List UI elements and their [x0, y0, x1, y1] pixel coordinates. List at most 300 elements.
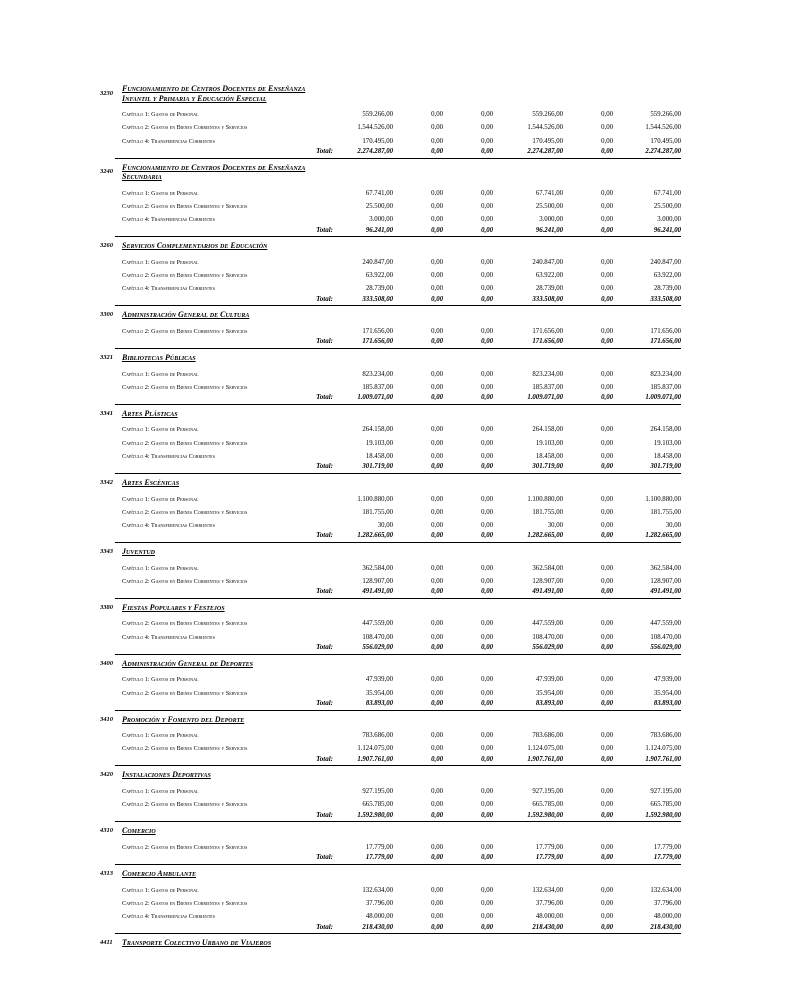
program-title: Servicios Complementarios de Educación: [122, 241, 268, 251]
budget-section: [100, 770, 681, 822]
section-divider-line: [115, 404, 681, 405]
total-amount-cell: 0,00: [601, 338, 613, 346]
amount-cell: 264.158,00: [650, 426, 681, 434]
total-amount-cell: 2.274.287,00: [357, 148, 393, 156]
total-row: [122, 460, 681, 471]
chapter-row: [122, 266, 681, 279]
section-rows: [100, 322, 681, 349]
chapter-row: [122, 880, 681, 893]
chapter-label: Capítulo 2: Gastos en Bienes Corrientes y Servicios: [122, 843, 248, 851]
amount-cell: 17.779,00: [535, 843, 563, 851]
amount-cell: 67.741,00: [653, 189, 681, 197]
amount-cell: 0,00: [601, 899, 613, 907]
total-label: Total:: [316, 587, 333, 596]
total-row: [122, 641, 681, 652]
program-code: 3343: [100, 547, 113, 555]
amount-cell: 181.755,00: [362, 508, 393, 516]
amount-cell: 0,00: [431, 452, 443, 460]
total-label: Total:: [316, 147, 333, 156]
amount-cell: 0,00: [431, 886, 443, 894]
amount-cell: 47.939,00: [535, 676, 563, 684]
amount-cell: 0,00: [481, 689, 493, 697]
total-amount-cell: 0,00: [601, 588, 613, 596]
amount-cell: 185.837,00: [362, 383, 393, 391]
budget-section: [100, 478, 681, 543]
section-header: [100, 715, 681, 725]
section-divider-line: [115, 348, 681, 349]
chapter-row: [122, 364, 681, 377]
amount-cell: 0,00: [481, 327, 493, 335]
amount-cell: 63.922,00: [535, 272, 563, 279]
chapter-row: [122, 118, 681, 131]
amount-cell: 0,00: [481, 620, 493, 628]
program-code: 3400: [100, 659, 113, 667]
section-header: [100, 826, 681, 836]
amount-cell: 0,00: [601, 439, 613, 447]
amount-cell: 264.158,00: [362, 426, 393, 434]
amount-cell: 0,00: [481, 383, 493, 391]
total-row: [122, 335, 681, 346]
chapter-row: [122, 838, 681, 851]
section-header: [100, 869, 681, 879]
section-rows: [100, 558, 681, 598]
section-header: [100, 409, 681, 419]
amount-cell: 37.796,00: [535, 899, 563, 907]
amount-cell: 128.907,00: [362, 577, 393, 585]
amount-cell: 0,00: [601, 633, 613, 641]
amount-cell: 35.954,00: [653, 689, 681, 697]
amount-cell: 47.939,00: [365, 676, 393, 684]
amount-cell: 0,00: [601, 843, 613, 851]
amount-cell: 0,00: [431, 327, 443, 335]
amount-cell: 0,00: [601, 801, 613, 809]
section-header: [100, 478, 681, 488]
amount-cell: 0,00: [601, 577, 613, 585]
chapter-label: Capítulo 4: Transferencias Corrientes: [122, 216, 215, 224]
total-row: [122, 920, 681, 931]
section-rows: [100, 420, 681, 474]
chapter-label: Capítulo 2: Gastos en Bienes Corrientes y Servicios: [122, 124, 248, 132]
amount-cell: 447.559,00: [650, 620, 681, 628]
chapter-row: [122, 131, 681, 144]
total-amount-cell: 2.274.287,00: [527, 148, 563, 156]
section-divider-line: [115, 710, 681, 711]
amount-cell: 0,00: [481, 258, 493, 266]
chapter-row: [122, 726, 681, 739]
amount-cell: 0,00: [431, 676, 443, 684]
total-amount-cell: 0,00: [601, 811, 613, 819]
amount-cell: 0,00: [431, 202, 443, 210]
total-row: [122, 808, 681, 819]
total-row: [122, 851, 681, 862]
amount-cell: 0,00: [481, 564, 493, 572]
amount-cell: 0,00: [481, 913, 493, 920]
amount-cell: 0,00: [601, 745, 613, 753]
total-label: Total:: [316, 337, 333, 346]
total-amount-cell: 0,00: [601, 148, 613, 156]
chapter-label: Capítulo 2: Gastos en Bienes Corrientes y Servicios: [122, 508, 248, 516]
total-amount-cell: 17.779,00: [653, 854, 681, 862]
chapter-row: [122, 795, 681, 808]
amount-cell: 559.266,00: [532, 111, 563, 119]
chapter-label: Capítulo 1: Gastos de Personal: [122, 189, 199, 197]
total-amount-cell: 83.893,00: [535, 700, 563, 707]
total-amount-cell: 301.719,00: [650, 463, 681, 471]
total-amount-cell: 0,00: [431, 923, 443, 931]
amount-cell: 0,00: [481, 124, 493, 132]
amount-cell: 18.458,00: [653, 452, 681, 460]
amount-cell: 559.266,00: [650, 111, 681, 119]
total-amount-cell: 171.656,00: [532, 338, 563, 346]
amount-cell: 17.779,00: [365, 843, 393, 851]
program-title: Juventud: [122, 546, 156, 556]
amount-cell: 30,00: [665, 521, 681, 529]
amount-cell: 0,00: [601, 913, 613, 920]
chapter-row: [122, 627, 681, 640]
total-amount-cell: 0,00: [481, 811, 493, 819]
total-amount-cell: 0,00: [431, 463, 443, 471]
chapter-label: Capítulo 1: Gastos de Personal: [122, 111, 199, 119]
amount-cell: 0,00: [481, 676, 493, 684]
amount-cell: 47.939,00: [653, 676, 681, 684]
program-title: Instalaciones Deportivas: [122, 770, 211, 780]
amount-cell: 0,00: [601, 137, 613, 145]
amount-cell: 0,00: [431, 564, 443, 572]
amount-cell: 1.124.075,00: [645, 745, 681, 753]
program-title: Artes Escénicas: [122, 477, 180, 487]
amount-cell: 0,00: [431, 745, 443, 753]
amount-cell: 0,00: [481, 633, 493, 641]
chapter-label: Capítulo 2: Gastos en Bienes Corrientes y Servicios: [122, 272, 248, 279]
amount-cell: 18.458,00: [365, 452, 393, 460]
total-amount-cell: 1.592.980,00: [527, 811, 563, 819]
total-amount-cell: 556.029,00: [650, 644, 681, 652]
total-amount-cell: 1.907.761,00: [357, 755, 393, 763]
amount-cell: 1.544.526,00: [527, 124, 563, 132]
program-title: Comercio: [122, 826, 156, 836]
amount-cell: 665.785,00: [532, 801, 563, 809]
total-amount-cell: 491.491,00: [650, 588, 681, 596]
chapter-label: Capítulo 2: Gastos en Bienes Corrientes y Servicios: [122, 620, 248, 628]
amount-cell: 0,00: [601, 564, 613, 572]
amount-cell: 108.470,00: [532, 633, 563, 641]
budget-section: [100, 163, 681, 238]
amount-cell: 0,00: [431, 495, 443, 503]
chapter-label: Capítulo 1: Gastos de Personal: [122, 788, 199, 796]
chapter-label: Capítulo 2: Gastos en Bienes Corrientes y Servicios: [122, 439, 248, 447]
chapter-row: [122, 378, 681, 391]
amount-cell: 0,00: [601, 383, 613, 391]
section-rows: [100, 489, 681, 543]
amount-cell: 0,00: [601, 370, 613, 378]
total-amount-cell: 96.241,00: [535, 226, 563, 234]
section-rows: [100, 184, 681, 238]
amount-cell: 0,00: [431, 620, 443, 628]
total-label: Total:: [316, 699, 333, 707]
section-header: [100, 84, 681, 103]
chapter-label: Capítulo 4: Transferencias Corrientes: [122, 285, 215, 293]
amount-cell: 25.500,00: [365, 202, 393, 210]
chapter-row: [122, 420, 681, 433]
section-header: [100, 547, 681, 557]
total-amount-cell: 1.907.761,00: [527, 755, 563, 763]
budget-section: [100, 310, 681, 349]
amount-cell: 0,00: [601, 521, 613, 529]
budget-sections-list: [100, 84, 681, 950]
total-amount-cell: 0,00: [431, 755, 443, 763]
chapter-row: [122, 184, 681, 197]
amount-cell: 1.100.880,00: [527, 495, 563, 503]
total-amount-cell: 0,00: [481, 854, 493, 862]
amount-cell: 28.739,00: [365, 285, 393, 293]
chapter-label: Capítulo 1: Gastos de Personal: [122, 732, 199, 740]
total-amount-cell: 0,00: [431, 148, 443, 156]
amount-cell: 132.634,00: [532, 886, 563, 894]
amount-cell: 0,00: [481, 843, 493, 851]
amount-cell: 0,00: [481, 272, 493, 279]
program-code: 3321: [100, 353, 113, 361]
section-header: [100, 241, 681, 251]
chapter-label: Capítulo 1: Gastos de Personal: [122, 676, 199, 684]
section-header: [100, 770, 681, 780]
amount-cell: 0,00: [601, 111, 613, 119]
total-amount-cell: 1.282.665,00: [645, 532, 681, 540]
chapter-label: Capítulo 2: Gastos en Bienes Corrientes y Servicios: [122, 327, 248, 335]
amount-cell: 67.741,00: [365, 189, 393, 197]
amount-cell: 171.656,00: [532, 327, 563, 335]
amount-cell: 0,00: [431, 843, 443, 851]
amount-cell: 17.779,00: [653, 843, 681, 851]
program-code: 4313: [100, 869, 113, 877]
section-header: [100, 938, 681, 948]
section-divider-line: [115, 765, 681, 766]
section-rows: [100, 726, 681, 766]
total-amount-cell: 556.029,00: [362, 644, 393, 652]
amount-cell: 19.103,00: [365, 439, 393, 447]
section-divider-line: [115, 933, 681, 934]
total-amount-cell: 1.009.071,00: [645, 394, 681, 402]
total-label: Total:: [316, 810, 333, 819]
amount-cell: 0,00: [431, 383, 443, 391]
total-label: Total:: [316, 225, 333, 234]
chapter-row: [122, 489, 681, 502]
amount-cell: 927.195,00: [650, 788, 681, 796]
chapter-row: [122, 670, 681, 683]
section-header: [100, 163, 681, 182]
amount-cell: 181.755,00: [532, 508, 563, 516]
chapter-row: [122, 907, 681, 920]
amount-cell: 0,00: [431, 689, 443, 697]
total-amount-cell: 333.508,00: [532, 295, 563, 303]
section-divider-line: [115, 654, 681, 655]
total-label: Total:: [316, 531, 333, 540]
amount-cell: 30,00: [377, 521, 393, 529]
chapter-label: Capítulo 4: Transferencias Corrientes: [122, 913, 215, 920]
amount-cell: 28.739,00: [535, 285, 563, 293]
amount-cell: 362.584,00: [532, 564, 563, 572]
chapter-label: Capítulo 4: Transferencias Corrientes: [122, 452, 215, 460]
amount-cell: 0,00: [431, 258, 443, 266]
amount-cell: 63.922,00: [365, 272, 393, 279]
program-title: Administración General de Cultura: [122, 310, 250, 320]
total-amount-cell: 1.592.980,00: [357, 811, 393, 819]
amount-cell: 0,00: [431, 521, 443, 529]
amount-cell: 0,00: [431, 189, 443, 197]
amount-cell: 0,00: [601, 327, 613, 335]
total-amount-cell: 0,00: [601, 644, 613, 652]
amount-cell: 108.470,00: [650, 633, 681, 641]
chapter-label: Capítulo 1: Gastos de Personal: [122, 258, 199, 266]
total-amount-cell: 96.241,00: [365, 226, 393, 234]
amount-cell: 0,00: [481, 439, 493, 447]
section-rows: [100, 105, 681, 159]
amount-cell: 927.195,00: [362, 788, 393, 796]
budget-section: [100, 84, 681, 159]
total-amount-cell: 0,00: [601, 923, 613, 931]
chapter-row: [122, 614, 681, 627]
chapter-row: [122, 739, 681, 752]
total-amount-cell: 0,00: [481, 532, 493, 540]
budget-section: [100, 547, 681, 599]
total-amount-cell: 218.430,00: [650, 923, 681, 931]
section-rows: [100, 614, 681, 654]
section-divider-line: [115, 542, 681, 543]
program-code: 3240: [100, 168, 113, 176]
total-amount-cell: 556.029,00: [532, 644, 563, 652]
program-title: Bibliotecas Públicas: [122, 352, 196, 362]
amount-cell: 0,00: [601, 508, 613, 516]
amount-cell: 0,00: [601, 216, 613, 224]
amount-cell: 0,00: [481, 216, 493, 224]
total-amount-cell: 0,00: [481, 755, 493, 763]
total-amount-cell: 0,00: [601, 295, 613, 303]
total-amount-cell: 171.656,00: [650, 338, 681, 346]
total-amount-cell: 0,00: [481, 338, 493, 346]
amount-cell: 35.954,00: [535, 689, 563, 697]
amount-cell: 128.907,00: [532, 577, 563, 585]
section-header: [100, 659, 681, 669]
amount-cell: 559.266,00: [362, 111, 393, 119]
section-rows: [100, 670, 681, 710]
total-amount-cell: 0,00: [481, 588, 493, 596]
amount-cell: 0,00: [481, 137, 493, 145]
chapter-row: [122, 105, 681, 118]
program-code: 3380: [100, 603, 113, 611]
total-amount-cell: 0,00: [601, 854, 613, 862]
program-code: 3230: [100, 89, 113, 97]
program-title: Funcionamiento de Centros Docentes de Enseñanza Infantil y Primaria y Educación Especial: [122, 84, 306, 103]
amount-cell: 0,00: [601, 258, 613, 266]
total-amount-cell: 1.009.071,00: [527, 394, 563, 402]
budget-section: [100, 603, 681, 655]
amount-cell: 0,00: [431, 899, 443, 907]
total-amount-cell: 171.656,00: [362, 338, 393, 346]
total-amount-cell: 17.779,00: [535, 854, 563, 862]
total-amount-cell: 218.430,00: [532, 923, 563, 931]
program-code: 3260: [100, 242, 113, 250]
total-amount-cell: 0,00: [481, 700, 493, 707]
section-header: [100, 310, 681, 320]
section-divider-line: [115, 598, 681, 599]
total-amount-cell: 96.241,00: [653, 226, 681, 234]
chapter-label: Capítulo 2: Gastos en Bienes Corrientes y Servicios: [122, 383, 248, 391]
total-amount-cell: 0,00: [601, 394, 613, 402]
total-amount-cell: 301.719,00: [362, 463, 393, 471]
amount-cell: 185.837,00: [650, 383, 681, 391]
amount-cell: 19.103,00: [535, 439, 563, 447]
total-amount-cell: 0,00: [431, 226, 443, 234]
chapter-row: [122, 558, 681, 571]
section-divider-line: [115, 236, 681, 237]
chapter-row: [122, 197, 681, 210]
total-amount-cell: 1.282.665,00: [527, 532, 563, 540]
chapter-row: [122, 683, 681, 696]
chapter-label: Capítulo 1: Gastos de Personal: [122, 564, 199, 572]
chapter-label: Capítulo 2: Gastos en Bienes Corrientes y Servicios: [122, 202, 248, 210]
total-label: Total:: [316, 462, 333, 471]
amount-cell: 0,00: [601, 272, 613, 279]
amount-cell: 170.495,00: [362, 137, 393, 145]
amount-cell: 108.470,00: [362, 633, 393, 641]
chapter-row: [122, 279, 681, 292]
amount-cell: 0,00: [481, 452, 493, 460]
chapter-label: Capítulo 2: Gastos en Bienes Corrientes y Servicios: [122, 801, 248, 809]
budget-section: [100, 353, 681, 405]
total-amount-cell: 0,00: [601, 532, 613, 540]
amount-cell: 0,00: [431, 216, 443, 224]
amount-cell: 0,00: [601, 788, 613, 796]
chapter-row: [122, 447, 681, 460]
amount-cell: 447.559,00: [362, 620, 393, 628]
total-amount-cell: 1.009.071,00: [357, 394, 393, 402]
section-rows: [100, 838, 681, 865]
amount-cell: 0,00: [601, 124, 613, 132]
amount-cell: 0,00: [601, 202, 613, 210]
budget-section: [100, 715, 681, 767]
chapter-label: Capítulo 4: Transferencias Corrientes: [122, 137, 215, 145]
total-amount-cell: 0,00: [431, 394, 443, 402]
amount-cell: 0,00: [431, 633, 443, 641]
total-amount-cell: 301.719,00: [532, 463, 563, 471]
chapter-row: [122, 433, 681, 446]
program-title: Promoción y Fomento del Deporte: [122, 714, 245, 724]
program-code: 3341: [100, 409, 113, 417]
chapter-label: Capítulo 2: Gastos en Bienes Corrientes y Servicios: [122, 899, 248, 907]
amount-cell: 0,00: [431, 508, 443, 516]
amount-cell: 783.686,00: [362, 732, 393, 740]
section-divider-line: [115, 821, 681, 822]
amount-cell: 0,00: [481, 521, 493, 529]
amount-cell: 19.103,00: [653, 439, 681, 447]
section-divider-line: [115, 305, 681, 306]
amount-cell: 264.158,00: [532, 426, 563, 434]
section-divider-line: [115, 473, 681, 474]
total-amount-cell: 83.893,00: [365, 700, 393, 707]
budget-section: [100, 241, 681, 306]
amount-cell: 48.000,00: [653, 913, 681, 920]
amount-cell: 1.100.880,00: [357, 495, 393, 503]
total-row: [122, 145, 681, 156]
total-amount-cell: 0,00: [481, 644, 493, 652]
amount-cell: 0,00: [481, 189, 493, 197]
section-divider-line: [115, 158, 681, 159]
amount-cell: 132.634,00: [650, 886, 681, 894]
amount-cell: 240.847,00: [532, 258, 563, 266]
amount-cell: 0,00: [481, 886, 493, 894]
program-title: Transporte Colectivo Urbano de Viajeros: [122, 938, 272, 947]
total-amount-cell: 17.779,00: [365, 854, 393, 862]
total-amount-cell: 1.592.980,00: [645, 811, 681, 819]
